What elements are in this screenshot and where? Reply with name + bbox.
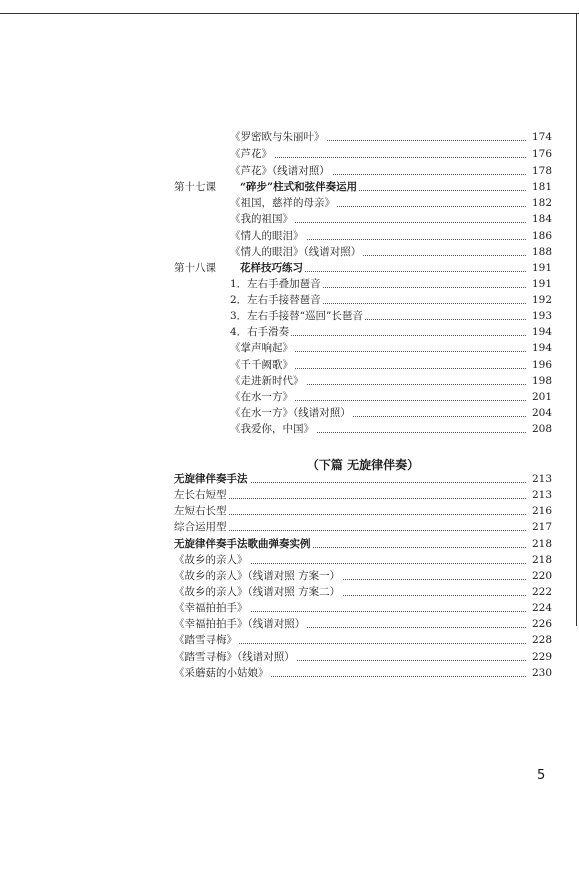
toc-entry-title: 《走进新时代》 bbox=[230, 375, 304, 387]
section-heading: （下篇 无旋律伴奏） bbox=[306, 458, 420, 472]
toc-entry-page: 193 bbox=[531, 310, 552, 322]
toc-entry[interactable] bbox=[174, 632, 552, 648]
toc-entry-page: 218 bbox=[531, 538, 552, 550]
toc-entry[interactable] bbox=[230, 389, 552, 405]
toc-entry-page: 192 bbox=[531, 294, 552, 306]
toc-entry-page: 213 bbox=[531, 473, 552, 485]
toc-entry-page: 191 bbox=[531, 278, 552, 290]
toc-entry-page: 213 bbox=[531, 489, 552, 501]
toc-entry-title: 无旋律伴奏手法 bbox=[174, 473, 248, 485]
toc-entry-page: 218 bbox=[531, 554, 552, 566]
toc-entry-title: 《幸福拍拍手》 bbox=[174, 602, 248, 614]
toc-entry-title: 左长右短型 bbox=[174, 489, 227, 501]
toc-entry-title: 无旋律伴奏手法歌曲弹奏实例 bbox=[174, 538, 311, 550]
toc-entry-page: 174 bbox=[531, 131, 552, 143]
toc-entry-title: 《采蘑菇的小姑娘》 bbox=[174, 667, 269, 679]
toc-entry-title: 左短右长型 bbox=[174, 505, 227, 517]
toc-entry-page: 226 bbox=[531, 618, 552, 630]
toc-entry[interactable] bbox=[174, 487, 552, 503]
toc-entry[interactable] bbox=[230, 308, 552, 324]
toc-entry-page: 184 bbox=[531, 213, 552, 225]
toc-entry-page: 194 bbox=[531, 342, 552, 354]
toc-entry-title: 3．左右手接替“巡回”长琶音 bbox=[230, 310, 363, 322]
toc-entry-title: 《故乡的亲人》 bbox=[174, 554, 248, 566]
toc-entry-page: 204 bbox=[531, 407, 552, 419]
toc-entry-page: 196 bbox=[531, 359, 552, 371]
top-border-rule bbox=[0, 13, 579, 14]
toc-entry[interactable] bbox=[230, 276, 552, 292]
toc-entry-title: 2．左右手接替琶音 bbox=[230, 294, 321, 306]
toc-entry-page: 208 bbox=[531, 423, 552, 435]
toc-entry-title: 花样技巧练习 bbox=[240, 262, 303, 274]
toc-entry-title: 《踏雪寻梅》（线谱对照） bbox=[174, 651, 295, 663]
toc-entry[interactable] bbox=[230, 324, 552, 340]
toc-entry[interactable] bbox=[174, 616, 552, 632]
toc-entry[interactable] bbox=[174, 503, 552, 519]
toc-entry-page: 198 bbox=[531, 375, 552, 387]
toc-entry[interactable] bbox=[174, 552, 552, 568]
toc-entry[interactable] bbox=[230, 244, 552, 260]
toc-entry-title: 《罗密欧与朱丽叶》 bbox=[230, 131, 325, 143]
toc-entry[interactable] bbox=[230, 195, 552, 211]
toc-entry-page: 217 bbox=[531, 521, 552, 533]
toc-lesson-entry[interactable] bbox=[174, 260, 552, 276]
toc-entry-title: 《我的祖国》 bbox=[230, 213, 293, 225]
toc-entry[interactable] bbox=[230, 340, 552, 356]
toc-entry[interactable] bbox=[230, 421, 552, 437]
toc-entry[interactable] bbox=[230, 405, 552, 421]
toc-entry-title: 《千千阙歌》 bbox=[230, 359, 293, 371]
toc-entry-page: 194 bbox=[531, 326, 552, 338]
toc-entry-title: 《我爱你，中国》 bbox=[230, 423, 314, 435]
toc-lesson-entry[interactable] bbox=[174, 179, 552, 195]
toc-entry[interactable] bbox=[174, 536, 552, 552]
toc-entry-title: 《踏雪寻梅》 bbox=[174, 634, 237, 646]
toc-entry-page: 176 bbox=[531, 148, 552, 160]
toc-entry-page: 220 bbox=[531, 570, 552, 582]
toc-entry-page: 181 bbox=[531, 181, 552, 193]
toc-entry-page: 216 bbox=[531, 505, 552, 517]
toc-entry[interactable] bbox=[230, 211, 552, 227]
toc-entry-title: 《故乡的亲人》（线谱对照 方案二） bbox=[174, 586, 341, 598]
toc-entry[interactable] bbox=[174, 471, 552, 487]
toc-entry[interactable] bbox=[230, 357, 552, 373]
toc-entry-page: 178 bbox=[531, 165, 552, 177]
toc-entry[interactable] bbox=[174, 665, 552, 681]
toc-entry-page: 230 bbox=[531, 667, 552, 679]
toc-entry-title: 《祖国，慈祥的母亲》 bbox=[230, 197, 335, 209]
toc-entry[interactable] bbox=[230, 163, 552, 179]
toc-entry[interactable] bbox=[230, 292, 552, 308]
toc-entry-title: “碎步”柱式和弦伴奏运用 bbox=[240, 181, 358, 193]
toc-entry-title: 4．右手滑奏 bbox=[230, 326, 290, 338]
toc-entry-title: 1．左右手叠加琶音 bbox=[230, 278, 321, 290]
toc-entry-page: 228 bbox=[531, 634, 552, 646]
right-margin-rule bbox=[576, 14, 577, 626]
toc-entry[interactable] bbox=[174, 584, 552, 600]
toc-entry-title: 《故乡的亲人》（线谱对照 方案一） bbox=[174, 570, 341, 582]
toc-entry[interactable] bbox=[174, 600, 552, 616]
toc-entry[interactable] bbox=[230, 373, 552, 389]
toc-entry-page: 201 bbox=[531, 391, 552, 403]
toc-entry-page: 222 bbox=[531, 586, 552, 598]
toc-entry[interactable] bbox=[174, 649, 552, 665]
toc-entry-page: 186 bbox=[531, 230, 552, 242]
toc-entry[interactable] bbox=[230, 146, 552, 162]
toc-entry-page: 188 bbox=[531, 246, 552, 258]
toc-entry-title: 《幸福拍拍手》（线谱对照） bbox=[174, 618, 306, 630]
toc-entry-title: 《在水一方》 bbox=[230, 391, 293, 403]
toc-entry[interactable] bbox=[230, 228, 552, 244]
toc-entry-title: 《情人的眼泪》（线谱对照） bbox=[230, 246, 362, 258]
toc-entry[interactable] bbox=[174, 568, 552, 584]
lesson-label: 第十八课 bbox=[174, 262, 216, 274]
toc-entry-title: 《芦花》 bbox=[230, 148, 272, 160]
page-number: 5 bbox=[537, 768, 546, 783]
toc-entry-page: 182 bbox=[531, 197, 552, 209]
toc-entry[interactable] bbox=[230, 129, 552, 145]
toc-entry-title: 综合运用型 bbox=[174, 521, 227, 533]
lesson-label: 第十七课 bbox=[174, 181, 216, 193]
toc-entry-title: 《在水一方》（线谱对照） bbox=[230, 407, 351, 419]
toc-entry[interactable] bbox=[174, 519, 552, 535]
toc-entry-title: 《掌声响起》 bbox=[230, 342, 293, 354]
toc-entry-title: 《情人的眼泪》 bbox=[230, 230, 304, 242]
toc-entry-page: 229 bbox=[531, 651, 552, 663]
toc-entry-page: 224 bbox=[531, 602, 552, 614]
toc-entry-title: 《芦花》（线谱对照） bbox=[230, 165, 330, 177]
toc-entry-page: 191 bbox=[531, 262, 552, 274]
